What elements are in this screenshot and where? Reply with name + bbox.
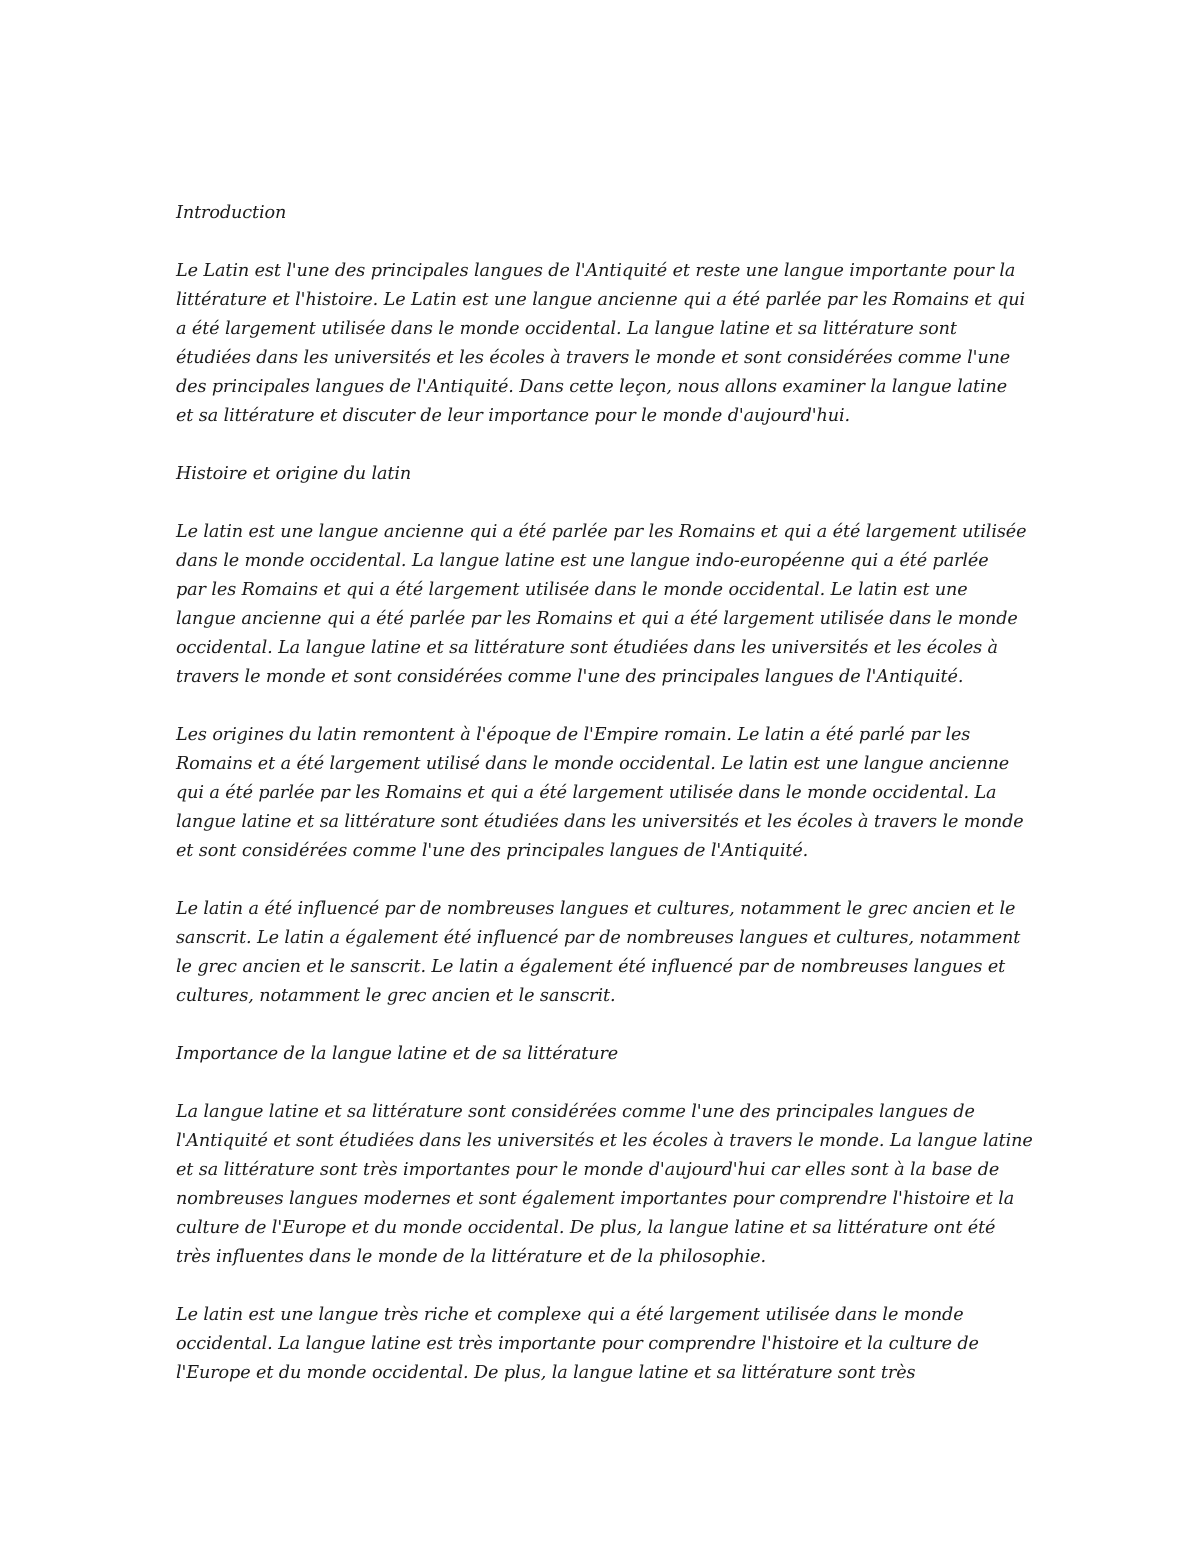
heading-text: Importance de la langue latine et de sa littérature xyxy=(176,1044,619,1064)
heading-histoire xyxy=(176,460,1036,489)
paragraph-line: Le latin est une langue ancienne qui a été parlée par les Romains et qui a été largement utilisée xyxy=(176,522,1027,542)
paragraph-line: travers le monde et sont considérées comme l'une des principales langues de l'Antiquité. xyxy=(176,667,964,687)
paragraph-line: et sa littérature et discuter de leur importance pour le monde d'aujourd'hui. xyxy=(176,406,851,426)
paragraph-line: Le Latin est l'une des principales langues de l'Antiquité et reste une langue importante pour la xyxy=(176,261,1016,281)
paragraph-line: a été largement utilisée dans le monde occidental. La langue latine et sa littérature sont xyxy=(176,319,957,339)
paragraph-histoire-2 xyxy=(176,721,1036,866)
paragraph-importance-2 xyxy=(176,1301,1036,1388)
document-body xyxy=(176,199,1036,1417)
paragraph-line: par les Romains et qui a été largement utilisée dans le monde occidental. Le latin est une xyxy=(176,580,968,600)
heading-introduction xyxy=(176,199,1036,228)
paragraph-line: le grec ancien et le sanscrit. Le latin a également été influencé par de nombreuses langues et xyxy=(176,957,1006,977)
paragraph-line: Romains et a été largement utilisé dans le monde occidental. Le latin est une langue ancienne xyxy=(176,754,1010,774)
paragraph-line: étudiées dans les universités et les écoles à travers le monde et sont considérées comme l'une xyxy=(176,348,1011,368)
paragraph-line: et sa littérature sont très importantes pour le monde d'aujourd'hui car elles sont à la base de xyxy=(176,1160,1000,1180)
paragraph-line: nombreuses langues modernes et sont également importantes pour comprendre l'histoire et la xyxy=(176,1189,1015,1209)
paragraph-line: occidental. La langue latine est très importante pour comprendre l'histoire et la culture de xyxy=(176,1334,979,1354)
paragraph-histoire-3 xyxy=(176,895,1036,1011)
heading-text: Introduction xyxy=(176,203,287,223)
paragraph-line: cultures, notamment le grec ancien et le sanscrit. xyxy=(176,986,616,1006)
paragraph-line: langue ancienne qui a été parlée par les Romains et qui a été largement utilisée dans le monde xyxy=(176,609,1018,629)
heading-importance xyxy=(176,1040,1036,1069)
paragraph-line: très influentes dans le monde de la littérature et de la philosophie. xyxy=(176,1247,766,1267)
paragraph-histoire-1 xyxy=(176,518,1036,692)
paragraph-line: occidental. La langue latine et sa littérature sont étudiées dans les universités et les écoles à xyxy=(176,638,998,658)
paragraph-line: langue latine et sa littérature sont étudiées dans les universités et les écoles à travers le monde xyxy=(176,812,1024,832)
paragraph-line: Les origines du latin remontent à l'époque de l'Empire romain. Le latin a été parlé par les xyxy=(176,725,971,745)
paragraph-line: culture de l'Europe et du monde occidental. De plus, la langue latine et sa littérature ont été xyxy=(176,1218,996,1238)
paragraph-line: l'Europe et du monde occidental. De plus, la langue latine et sa littérature sont très xyxy=(176,1363,916,1383)
paragraph-line: Le latin a été influencé par de nombreuses langues et cultures, notamment le grec ancien et le xyxy=(176,899,1016,919)
paragraph-line: La langue latine et sa littérature sont considérées comme l'une des principales langues de xyxy=(176,1102,975,1122)
paragraph-line: et sont considérées comme l'une des principales langues de l'Antiquité. xyxy=(176,841,809,861)
paragraph-importance-1 xyxy=(176,1098,1036,1272)
paragraph-line: l'Antiquité et sont étudiées dans les universités et les écoles à travers le monde. La langue latine xyxy=(176,1131,1033,1151)
paragraph-introduction xyxy=(176,257,1036,431)
paragraph-line: Le latin est une langue très riche et complexe qui a été largement utilisée dans le monde xyxy=(176,1305,964,1325)
paragraph-line: qui a été parlée par les Romains et qui a été largement utilisée dans le monde occidental. La xyxy=(176,783,997,803)
paragraph-line: littérature et l'histoire. Le Latin est une langue ancienne qui a été parlée par les Romains et qui xyxy=(176,290,1026,310)
paragraph-line: dans le monde occidental. La langue latine est une langue indo-européenne qui a été parlée xyxy=(176,551,989,571)
heading-text: Histoire et origine du latin xyxy=(176,464,412,484)
paragraph-line: des principales langues de l'Antiquité. Dans cette leçon, nous allons examiner la langue latine xyxy=(176,377,1008,397)
paragraph-line: sanscrit. Le latin a également été influencé par de nombreuses langues et cultures, notamment xyxy=(176,928,1021,948)
